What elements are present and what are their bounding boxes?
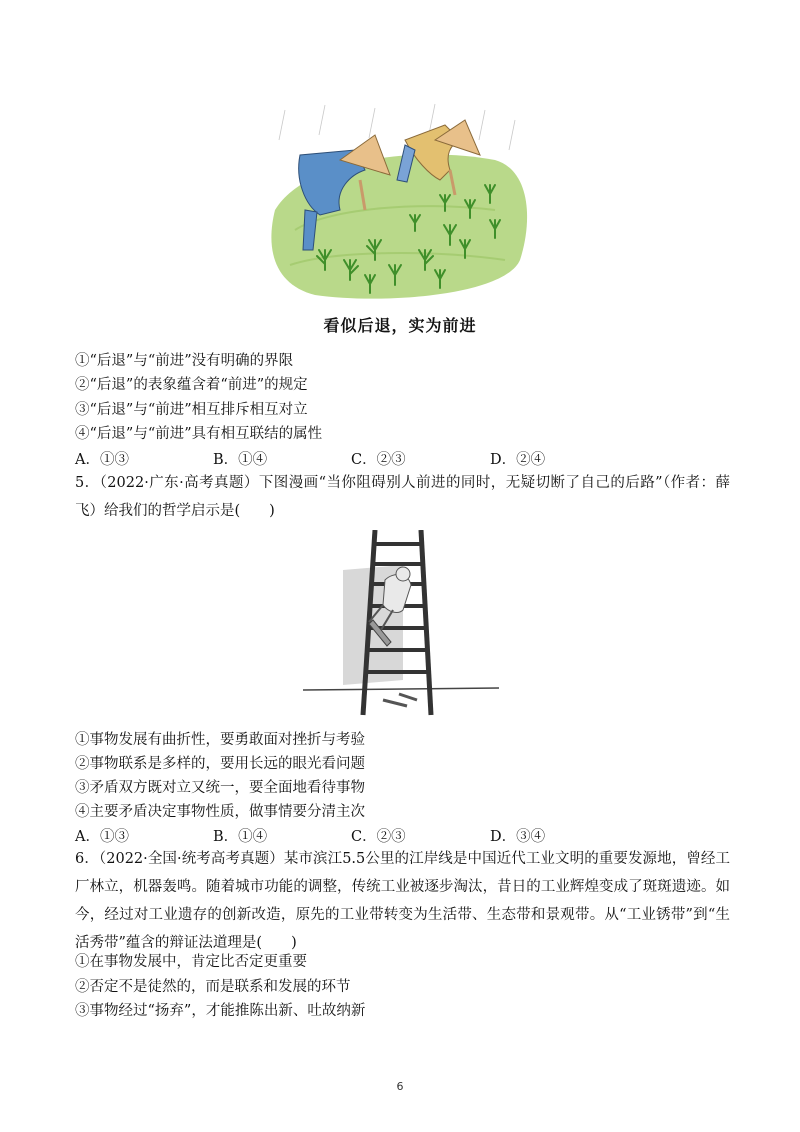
q6-option-1: ①在事物发展中，肯定比否定更重要 bbox=[75, 954, 307, 970]
q6-stem: 6．（2022·全国·统考高考真题）某市滨江5.5公里的江岸线是中国近代工业文明的重要发源地，曾经工厂林立，机器轰鸣。随着城市功能的调整，传统工业被逐步淘汰，昔日的工业辉煌变成了斑斑遗迹。如今，经过对工业遗存的创新改造，原先的工业带转变为生活带、生态带和景观带。从“工业锈带”到“生活秀带”蕴含的辩证法道理是( ) bbox=[75, 851, 730, 951]
figure-caption: 看似后退，实为前进 bbox=[323, 316, 477, 335]
q5-option-1: ①事物发展有曲折性，要勇敢面对挫折与考验 bbox=[75, 732, 365, 748]
ladder-cartoon bbox=[303, 530, 499, 722]
q4-choice-b[interactable]: B．①④ bbox=[213, 452, 268, 468]
q5-choice-c[interactable]: C．②③ bbox=[351, 829, 406, 845]
rice-planting-illustration bbox=[265, 100, 535, 305]
q4-option-3: ③“后退”与“前进”相互排斥相互对立 bbox=[75, 402, 308, 418]
q5-stem: 5．（2022·广东·高考真题）下图漫画“当你阻碍别人前进的同时，无疑切断了自己的后路”（作者：薛飞）给我们的哲学启示是( ) bbox=[75, 475, 730, 519]
q5-choice-b[interactable]: B．①④ bbox=[213, 829, 268, 845]
q5-choice-d[interactable]: D．③④ bbox=[490, 829, 546, 845]
q6-option-3: ③事物经过“扬弃”，才能推陈出新、吐故纳新 bbox=[75, 1003, 366, 1019]
q5-option-3: ③矛盾双方既对立又统一，要全面地看待事物 bbox=[75, 780, 365, 796]
q4-choice-d[interactable]: D．②④ bbox=[490, 452, 546, 468]
q5-option-2: ②事物联系是多样的，要用长远的眼光看问题 bbox=[75, 756, 365, 772]
q4-option-1: ①“后退”与“前进”没有明确的界限 bbox=[75, 353, 294, 369]
page-number: 6 bbox=[396, 1080, 404, 1093]
q4-option-2: ②“后退”的表象蕴含着“前进”的规定 bbox=[75, 377, 308, 393]
q4-choice-a[interactable]: A．①③ bbox=[75, 452, 129, 468]
q4-option-4: ④“后退”与“前进”具有相互联结的属性 bbox=[75, 426, 323, 442]
q4-choice-c[interactable]: C．②③ bbox=[351, 452, 406, 468]
q5-choice-a[interactable]: A．①③ bbox=[75, 829, 129, 845]
q6-option-2: ②否定不是徒然的，而是联系和发展的环节 bbox=[75, 979, 351, 995]
q5-option-4: ④主要矛盾决定事物性质，做事情要分清主次 bbox=[75, 804, 365, 820]
